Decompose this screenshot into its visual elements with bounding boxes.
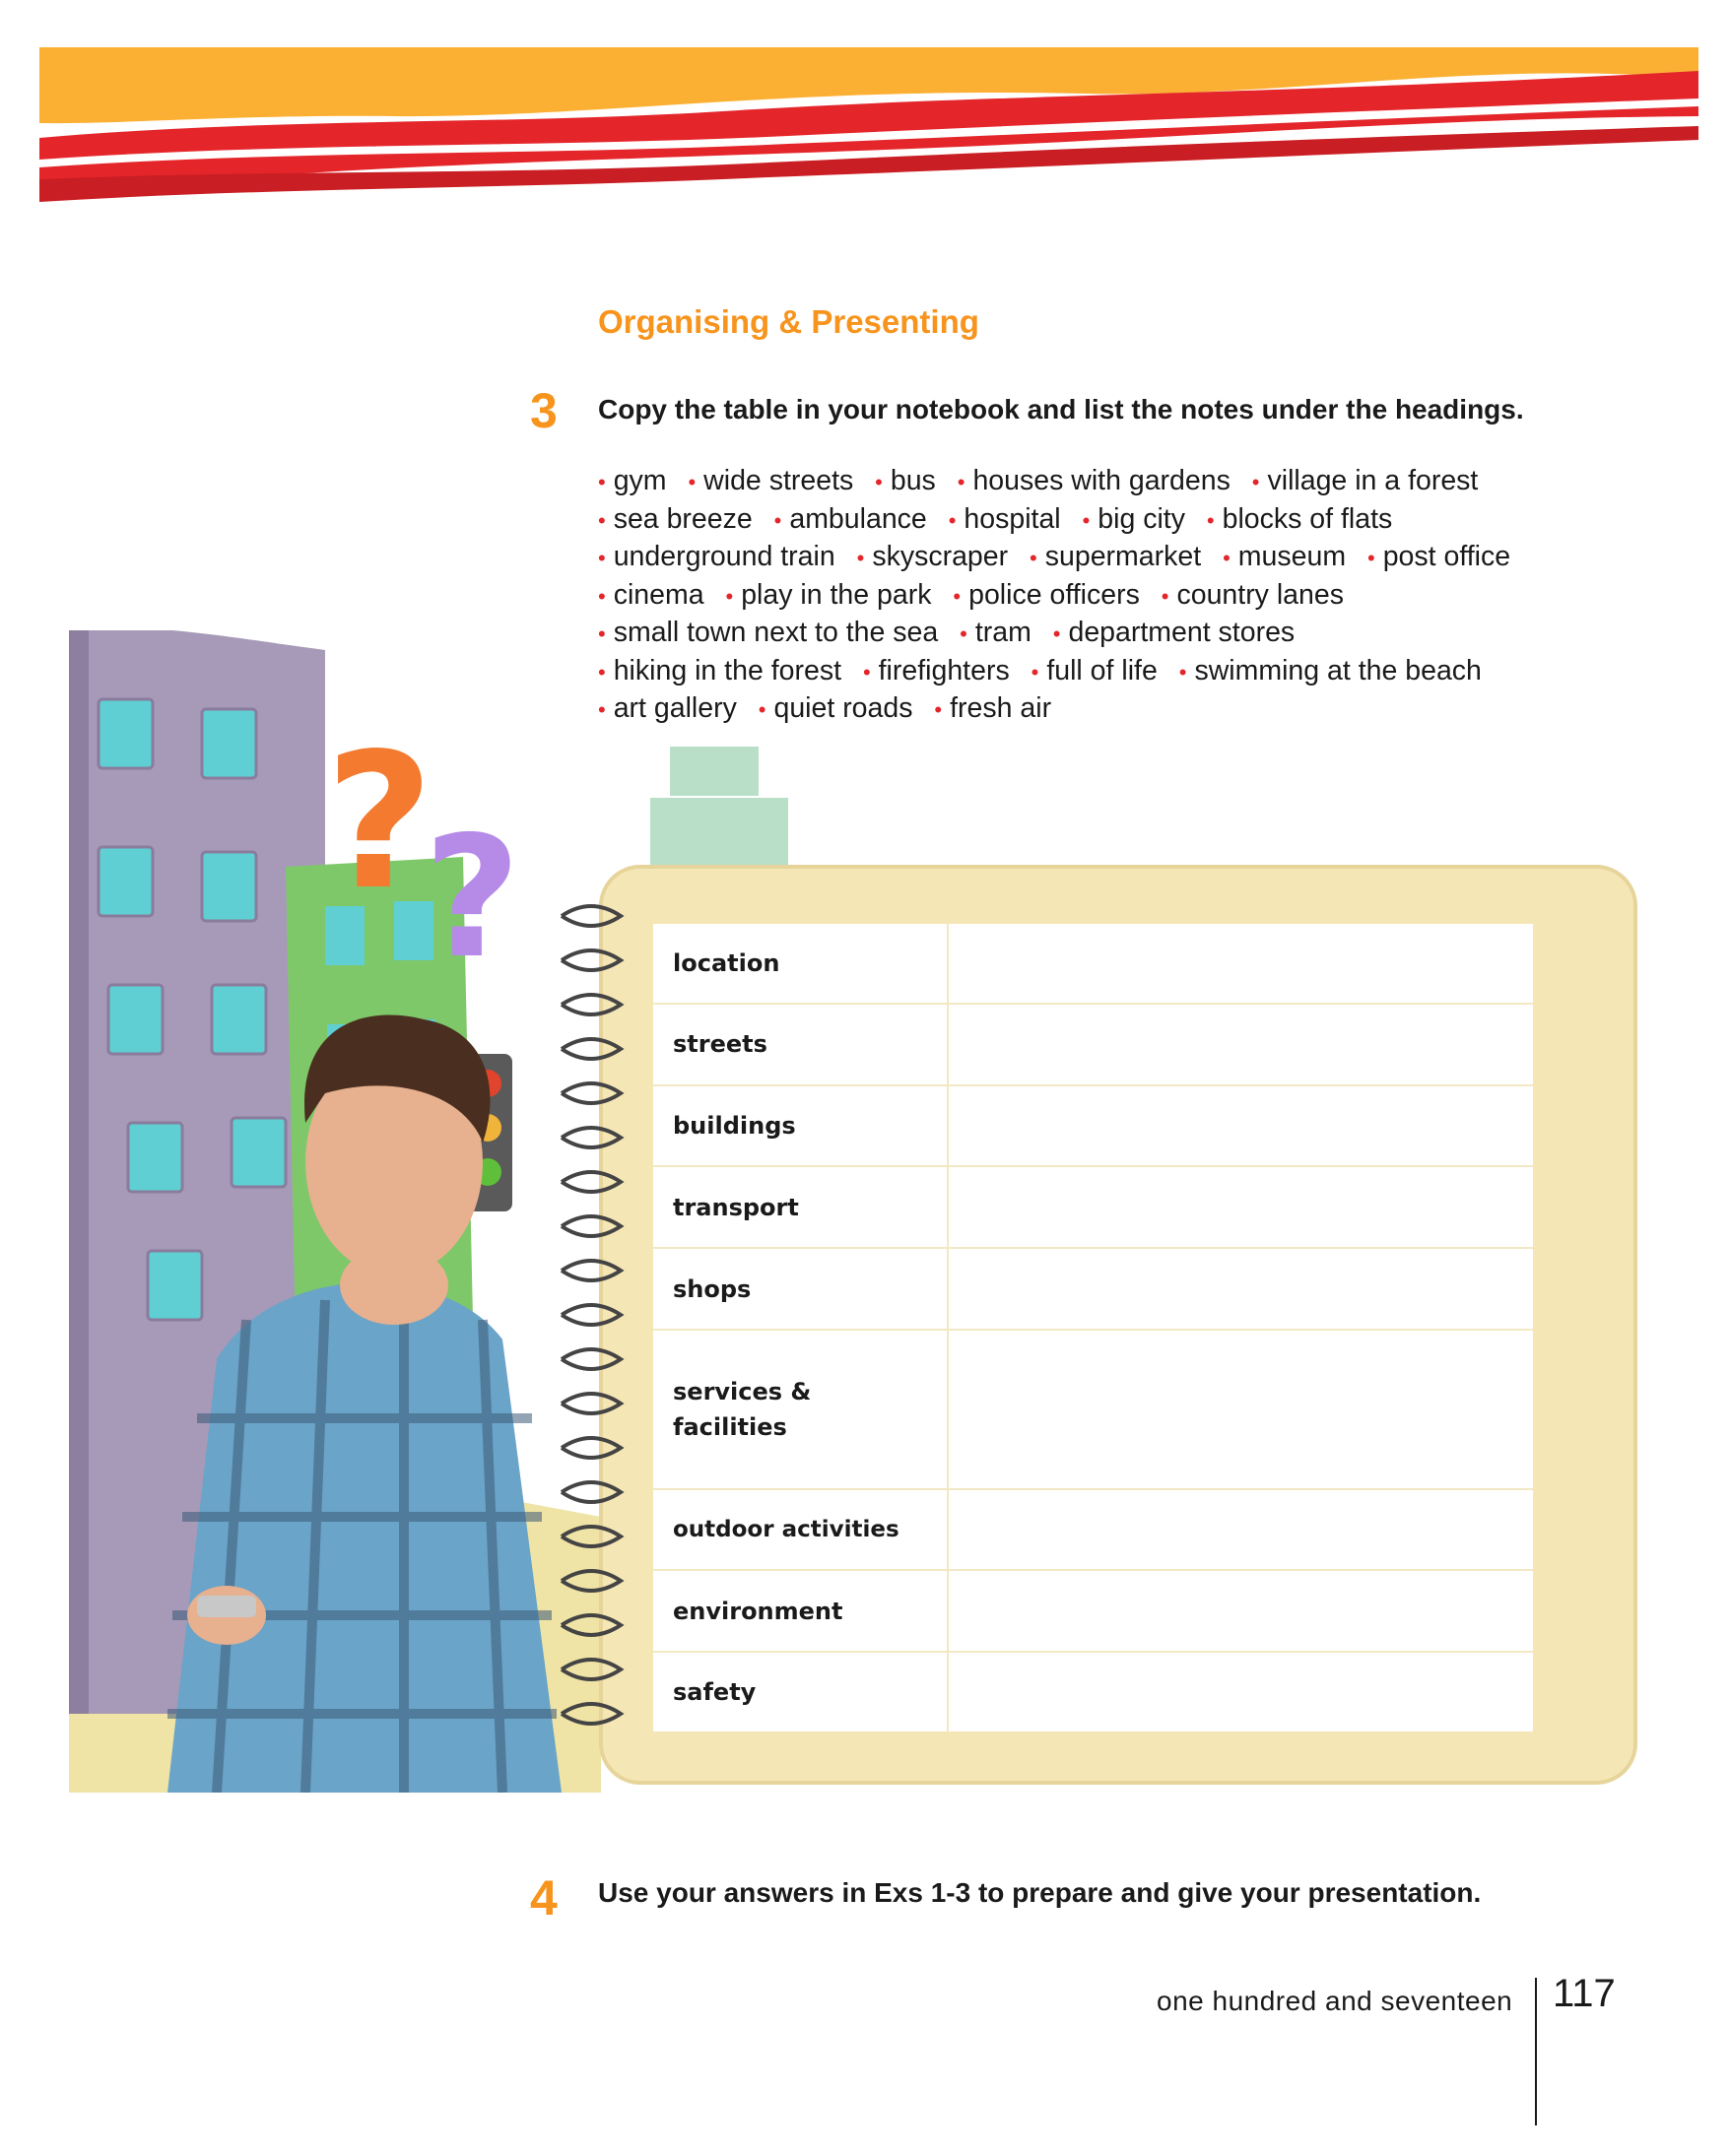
exercise-3-number: 3 <box>530 383 558 438</box>
table-row <box>653 1489 1533 1571</box>
note-item: • gym <box>598 465 667 496</box>
note-item: • village in a forest <box>1251 465 1479 496</box>
purple-question-mark: ? <box>424 801 521 996</box>
table-answer-cell <box>948 1248 1533 1330</box>
table-heading-streets: streets <box>653 1004 948 1085</box>
decorative-banner <box>0 0 1730 227</box>
table-heading-services-facilities: services & facilities <box>653 1330 948 1488</box>
page-number-words: one hundred and seventeen <box>1157 1986 1513 2016</box>
note-item: • small town next to the sea <box>598 617 939 648</box>
footer-divider <box>1535 1978 1537 2125</box>
table-row <box>653 924 1533 1004</box>
table-answer-cell <box>948 1652 1533 1731</box>
note-item: • tram <box>960 617 1031 648</box>
note-item: • bus <box>875 465 936 496</box>
notes-line <box>598 539 1583 577</box>
note-item: • police officers <box>953 578 1140 611</box>
note-item: • play in the park <box>725 578 932 611</box>
table-answer-cell <box>948 1330 1533 1488</box>
notes-line <box>598 463 1583 501</box>
note-item: • firefighters <box>862 654 1010 686</box>
note-item: • country lanes <box>1161 578 1344 611</box>
table-heading-buildings: buildings <box>653 1085 948 1167</box>
table-heading-safety: safety <box>653 1652 948 1731</box>
table-row <box>653 1166 1533 1248</box>
note-item: • full of life <box>1031 654 1158 686</box>
table-row <box>653 1570 1533 1652</box>
note-item: • wide streets <box>688 465 854 496</box>
phone <box>197 1596 256 1617</box>
table-answer-cell <box>948 1570 1533 1652</box>
table-row <box>653 1085 1533 1167</box>
table-row <box>653 1330 1533 1488</box>
note-item: • supermarket <box>1030 541 1202 572</box>
note-item: • post office <box>1367 541 1511 572</box>
note-item: • art gallery <box>598 692 737 724</box>
note-item: • quiet roads <box>758 692 913 724</box>
boy-hand <box>340 1246 448 1325</box>
table-heading-shops: shops <box>653 1248 948 1330</box>
note-item: • houses with gardens <box>957 465 1231 496</box>
note-item: • museum <box>1223 541 1347 572</box>
table-heading-transport: transport <box>653 1166 948 1248</box>
note-item: • big city <box>1082 502 1185 535</box>
table-heading-outdoor-activities: outdoor activities <box>653 1489 948 1571</box>
page-number: 117 <box>1553 1972 1616 2015</box>
table-answer-cell <box>948 1166 1533 1248</box>
table-row <box>653 1248 1533 1330</box>
table-heading-environment: environment <box>653 1570 948 1652</box>
table-row <box>653 1004 1533 1085</box>
note-item: • department stores <box>1052 617 1296 648</box>
table-answer-cell <box>948 1085 1533 1167</box>
notes-line <box>598 577 1583 616</box>
notes-line <box>598 501 1583 540</box>
note-item: • hospital <box>948 502 1061 535</box>
section-heading: Organising & Presenting <box>598 303 979 340</box>
exercise-4-instruction: Use your answers in Exs 1-3 to prepare and give your presentation. <box>598 1877 1482 1908</box>
background-sign <box>670 747 759 796</box>
note-item: • ambulance <box>773 502 927 535</box>
table-answer-cell <box>948 1489 1533 1571</box>
purple-building-side <box>69 630 89 1714</box>
orange-question-mark: ? <box>325 713 434 931</box>
note-item: • skyscraper <box>856 541 1009 572</box>
table-heading-location: location <box>653 924 948 1004</box>
exercise-4-number: 4 <box>530 1870 558 1926</box>
note-item: • underground train <box>598 541 835 572</box>
table-row <box>653 1652 1533 1731</box>
exercise-3-instruction: Copy the table in your notebook and list the notes under the headings. <box>598 394 1524 425</box>
note-item: • cinema <box>598 578 704 611</box>
notebook-table <box>653 924 1533 1731</box>
table-answer-cell <box>948 924 1533 1004</box>
note-item: • sea breeze <box>598 502 753 535</box>
table-answer-cell <box>948 1004 1533 1085</box>
note-item: • swimming at the beach <box>1178 654 1482 686</box>
note-item: • blocks of flats <box>1206 502 1393 535</box>
note-item: • hiking in the forest <box>598 654 842 686</box>
note-item: • fresh air <box>934 692 1052 724</box>
